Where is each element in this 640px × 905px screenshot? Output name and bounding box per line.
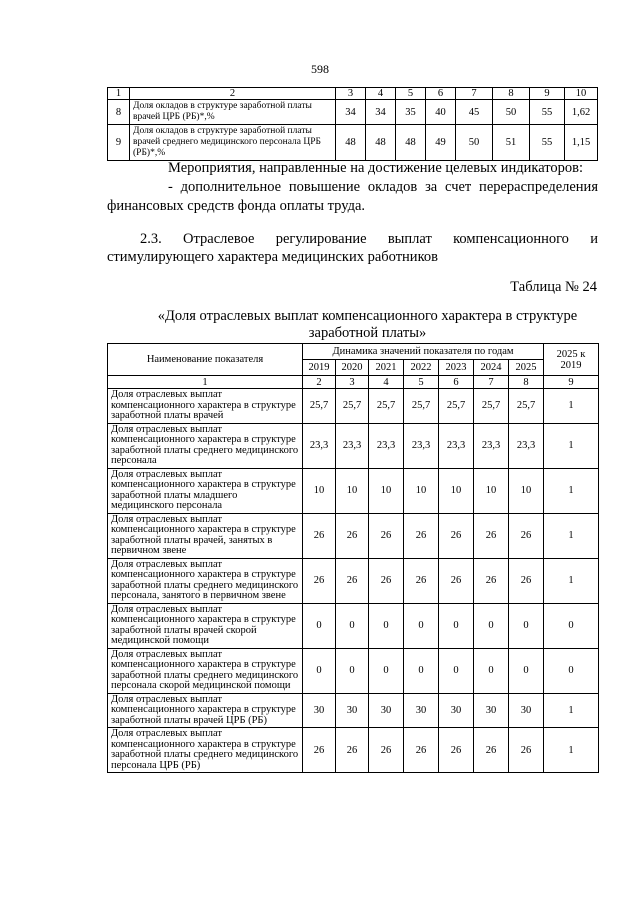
column-number-cell: 3 <box>336 376 369 389</box>
table-header-row <box>108 88 598 100</box>
value-cell: 0 <box>474 648 509 693</box>
value-cell: 48 <box>396 125 426 161</box>
value-cell: 40 <box>426 100 456 125</box>
value-cell: 49 <box>426 125 456 161</box>
value-cell: 23,3 <box>509 423 544 468</box>
value-cell: 50 <box>456 125 493 161</box>
column-number-cell: 6 <box>426 88 456 100</box>
value-cell: 26 <box>439 513 474 558</box>
year-header-cell: 2019 <box>303 360 336 376</box>
value-cell: 34 <box>336 100 366 125</box>
table-header-row <box>108 344 599 360</box>
value-cell: 1,15 <box>565 125 598 161</box>
ratio-cell: 0 <box>544 603 599 648</box>
value-cell: 26 <box>303 728 336 773</box>
ratio-cell: 0 <box>544 648 599 693</box>
indicator-name-cell: Доля отраслевых выплат компенсационного характера в структуре заработной платы врачей <box>108 389 303 424</box>
value-cell: 23,3 <box>336 423 369 468</box>
indicator-name-cell: Доля отраслевых выплат компенсационного характера в структуре заработной платы среднего медицинского персонала скорой медицинской помощи <box>108 648 303 693</box>
value-cell: 1,62 <box>565 100 598 125</box>
value-cell: 10 <box>404 468 439 513</box>
row-number-cell: 8 <box>108 100 130 125</box>
column-number-cell: 6 <box>439 376 474 389</box>
value-cell: 26 <box>404 558 439 603</box>
value-cell: 26 <box>336 558 369 603</box>
ratio-header-cell: 2025 к 2019 <box>544 344 599 376</box>
year-header-cell: 2023 <box>439 360 474 376</box>
value-cell: 10 <box>336 468 369 513</box>
column-number-cell: 2 <box>303 376 336 389</box>
value-cell: 0 <box>336 648 369 693</box>
value-cell: 10 <box>509 468 544 513</box>
value-cell: 0 <box>509 603 544 648</box>
value-cell: 30 <box>474 693 509 728</box>
value-cell: 0 <box>404 603 439 648</box>
value-cell: 0 <box>439 648 474 693</box>
value-cell: 0 <box>303 603 336 648</box>
year-header-cell: 2021 <box>369 360 404 376</box>
ratio-cell: 1 <box>544 728 599 773</box>
row-number-cell: 9 <box>108 125 130 161</box>
dynamics-header-cell: Динамика значений показателя по годам <box>303 344 544 360</box>
year-header-cell: 2025 <box>509 360 544 376</box>
value-cell: 25,7 <box>303 389 336 424</box>
value-cell: 48 <box>366 125 396 161</box>
table-row <box>108 468 599 513</box>
value-cell: 26 <box>369 513 404 558</box>
indicator-name-cell: Доля отраслевых выплат компенсационного характера в структуре заработной платы врачей, занятых в первичном звене <box>108 513 303 558</box>
value-cell: 23,3 <box>439 423 474 468</box>
table-row <box>108 100 598 125</box>
column-number-cell: 5 <box>404 376 439 389</box>
year-header-cell: 2022 <box>404 360 439 376</box>
column-number-cell: 1 <box>108 88 130 100</box>
value-cell: 23,3 <box>369 423 404 468</box>
column-number-cell: 8 <box>509 376 544 389</box>
value-cell: 0 <box>369 603 404 648</box>
value-cell: 35 <box>396 100 426 125</box>
value-cell: 26 <box>474 728 509 773</box>
ratio-cell: 1 <box>544 423 599 468</box>
compensation-share-table <box>107 343 599 773</box>
value-cell: 0 <box>303 648 336 693</box>
value-cell: 0 <box>509 648 544 693</box>
table-title: «Доля отраслевых выплат компенсационного характера в структуре заработной платы» <box>157 308 578 341</box>
indicator-name-cell: Доля отраслевых выплат компенсационного характера в структуре заработной платы врачей скорой медицинской помощи <box>108 603 303 648</box>
ratio-cell: 1 <box>544 513 599 558</box>
year-header-cell: 2024 <box>474 360 509 376</box>
table-label: Таблица № 24 <box>510 279 597 295</box>
indicator-name-cell: Доля отраслевых выплат компенсационного характера в структуре заработной платы среднего медицинского персонала <box>108 423 303 468</box>
value-cell: 26 <box>509 513 544 558</box>
table-row <box>108 693 599 728</box>
value-cell: 26 <box>474 513 509 558</box>
indicator-name-cell: Доля отраслевых выплат компенсационного характера в структуре заработной платы врачей ЦРБ (РБ) <box>108 693 303 728</box>
indicator-name-cell: Доля окладов в структуре заработной платы врачей ЦРБ (РБ)*,% <box>130 100 336 125</box>
column-number-cell: 7 <box>474 376 509 389</box>
value-cell: 0 <box>474 603 509 648</box>
value-cell: 23,3 <box>404 423 439 468</box>
name-header-cell: Наименование показателя <box>108 344 303 376</box>
measure-item-line-2: финансовых средств фонда оплаты труда. <box>107 198 366 214</box>
value-cell: 10 <box>369 468 404 513</box>
value-cell: 25,7 <box>404 389 439 424</box>
value-cell: 34 <box>366 100 396 125</box>
ratio-cell: 1 <box>544 468 599 513</box>
value-cell: 26 <box>336 728 369 773</box>
column-number-cell: 4 <box>369 376 404 389</box>
value-cell: 0 <box>439 603 474 648</box>
indicator-name-cell: Доля отраслевых выплат компенсационного характера в структуре заработной платы среднего медицинского персонала ЦРБ (РБ) <box>108 728 303 773</box>
value-cell: 10 <box>303 468 336 513</box>
column-number-cell: 1 <box>108 376 303 389</box>
year-header-cell: 2020 <box>336 360 369 376</box>
value-cell: 26 <box>439 728 474 773</box>
value-cell: 45 <box>456 100 493 125</box>
value-cell: 23,3 <box>303 423 336 468</box>
value-cell: 26 <box>303 558 336 603</box>
value-cell: 26 <box>474 558 509 603</box>
value-cell: 55 <box>530 100 565 125</box>
value-cell: 23,3 <box>474 423 509 468</box>
value-cell: 0 <box>369 648 404 693</box>
value-cell: 25,7 <box>474 389 509 424</box>
table-row <box>108 648 599 693</box>
column-number-cell: 8 <box>493 88 530 100</box>
measure-item-line-1: - дополнительное повышение окладов за счет перераспределения <box>168 179 598 195</box>
value-cell: 26 <box>509 728 544 773</box>
value-cell: 55 <box>530 125 565 161</box>
indicator-name-cell: Доля окладов в структуре заработной платы врачей среднего медицинского персонала ЦРБ (РБ)*,% <box>130 125 336 161</box>
table-row <box>108 603 599 648</box>
table-row <box>108 423 599 468</box>
indicator-name-cell: Доля отраслевых выплат компенсационного характера в структуре заработной платы среднего медицинского персонала, занятого в первичном звене <box>108 558 303 603</box>
value-cell: 25,7 <box>336 389 369 424</box>
value-cell: 30 <box>509 693 544 728</box>
value-cell: 30 <box>336 693 369 728</box>
value-cell: 10 <box>474 468 509 513</box>
value-cell: 26 <box>336 513 369 558</box>
table-row <box>108 389 599 424</box>
column-number-cell: 3 <box>336 88 366 100</box>
table-row <box>108 125 598 161</box>
value-cell: 30 <box>404 693 439 728</box>
column-number-cell: 5 <box>396 88 426 100</box>
ratio-cell: 1 <box>544 693 599 728</box>
value-cell: 26 <box>439 558 474 603</box>
column-number-cell: 9 <box>530 88 565 100</box>
table-row <box>108 728 599 773</box>
ratio-cell: 1 <box>544 558 599 603</box>
column-number-cell: 4 <box>366 88 396 100</box>
top-indicators-table <box>107 87 598 161</box>
measures-heading: Мероприятия, направленные на достижение целевых индикаторов: <box>168 160 584 176</box>
indicator-name-cell: Доля отраслевых выплат компенсационного характера в структуре заработной платы младшего медицинского персонала <box>108 468 303 513</box>
ratio-cell: 1 <box>544 389 599 424</box>
value-cell: 26 <box>303 513 336 558</box>
value-cell: 48 <box>336 125 366 161</box>
value-cell: 0 <box>336 603 369 648</box>
page-number: 598 <box>311 62 329 76</box>
value-cell: 25,7 <box>369 389 404 424</box>
section-heading-line-1: 2.3. Отраслевое регулирование выплат компенсационного и <box>140 231 598 247</box>
value-cell: 50 <box>493 100 530 125</box>
column-numbers-row <box>108 376 599 389</box>
value-cell: 26 <box>369 558 404 603</box>
value-cell: 51 <box>493 125 530 161</box>
value-cell: 0 <box>404 648 439 693</box>
value-cell: 25,7 <box>439 389 474 424</box>
value-cell: 26 <box>369 728 404 773</box>
value-cell: 26 <box>509 558 544 603</box>
value-cell: 30 <box>439 693 474 728</box>
value-cell: 30 <box>369 693 404 728</box>
value-cell: 26 <box>404 728 439 773</box>
column-number-cell: 2 <box>130 88 336 100</box>
value-cell: 26 <box>404 513 439 558</box>
table-row <box>108 558 599 603</box>
column-number-cell: 7 <box>456 88 493 100</box>
value-cell: 25,7 <box>509 389 544 424</box>
column-number-cell: 10 <box>565 88 598 100</box>
value-cell: 30 <box>303 693 336 728</box>
value-cell: 10 <box>439 468 474 513</box>
table-row <box>108 513 599 558</box>
column-number-cell: 9 <box>544 376 599 389</box>
section-heading-line-2: стимулирующего характера медицинских работников <box>107 249 438 265</box>
